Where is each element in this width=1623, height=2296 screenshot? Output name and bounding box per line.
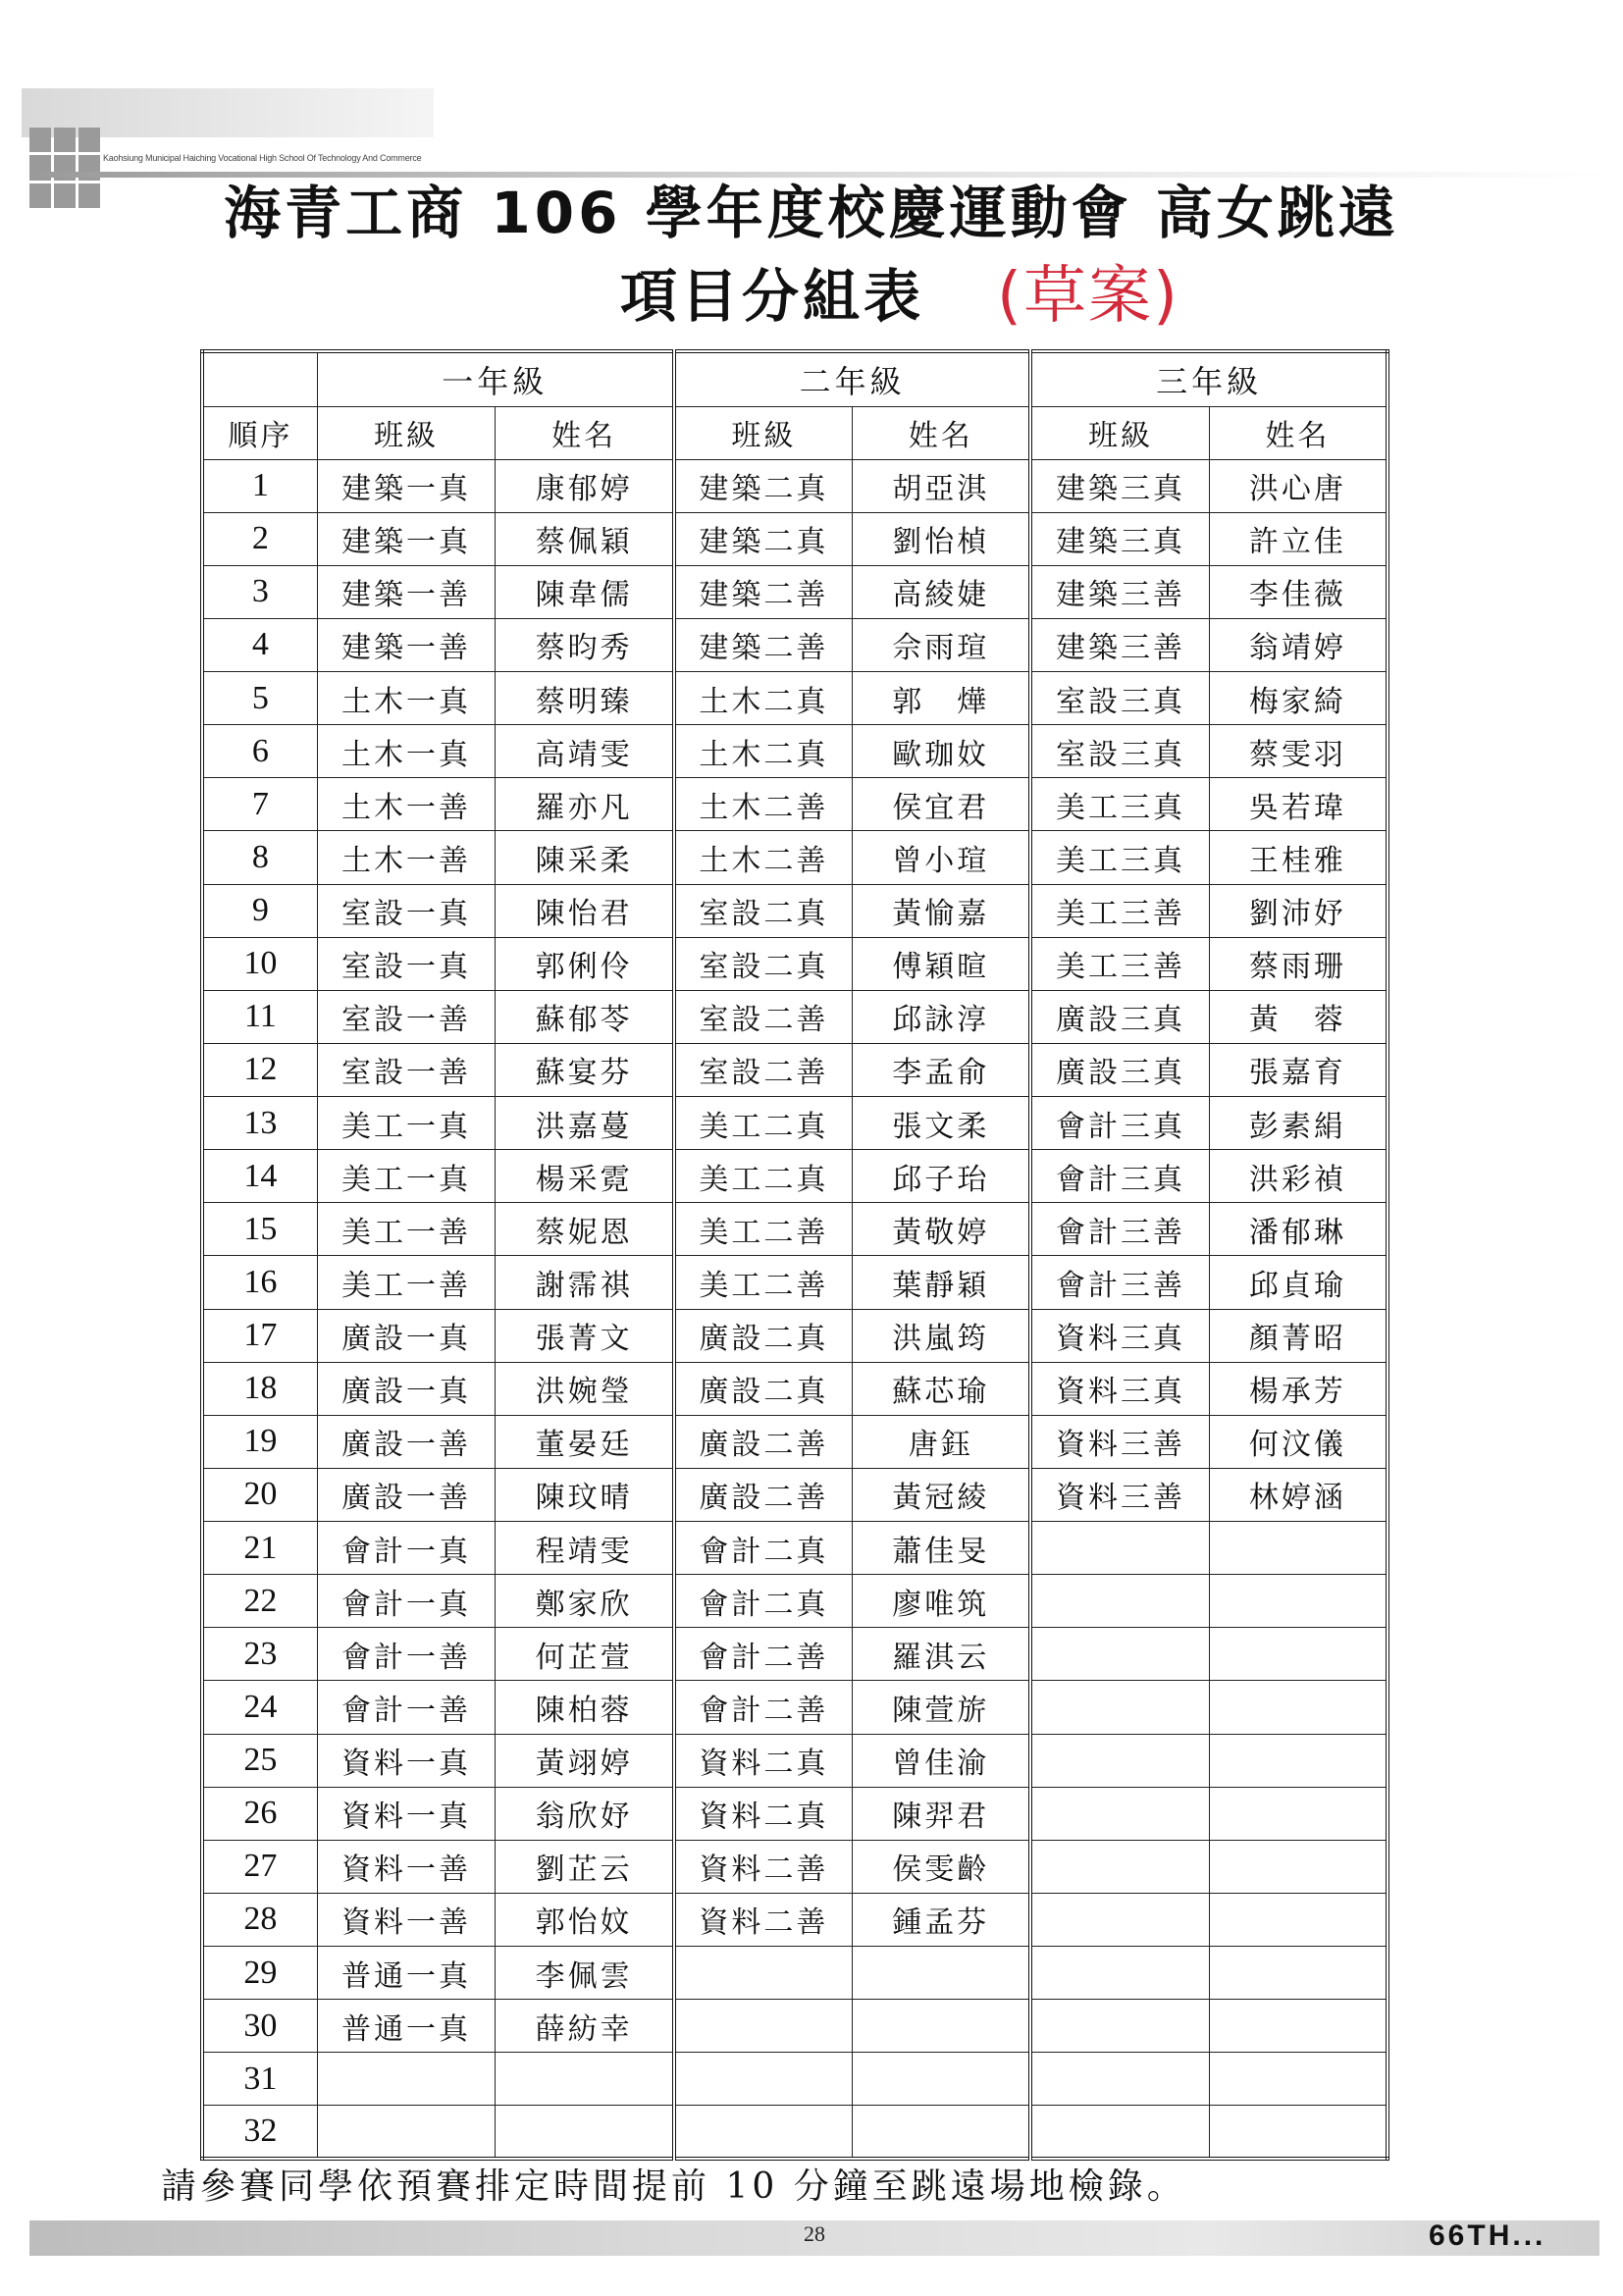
grade-2-name-cell: 蕭佳旻 [853,1522,1031,1575]
table-row [202,1575,1387,1628]
grade-3-name-cell [1209,2053,1387,2106]
grade-1-name-cell: 高靖雯 [496,725,674,778]
grade-3-class-header: 班級 [1030,406,1209,459]
order-cell: 20 [202,1468,317,1521]
grade-3-class-cell [1030,2000,1209,2053]
table-row [202,1097,1387,1150]
grade-1-class-cell: 美工一善 [317,1256,496,1309]
grade-2-name-cell: 羅淇云 [853,1628,1031,1681]
grade-3-name-cell [1209,1787,1387,1840]
grade-3-name-cell: 何汶儀 [1209,1415,1387,1468]
grade-2-name-cell: 李孟俞 [853,1043,1031,1096]
grade-2-name-cell [853,2106,1031,2159]
table-row [202,1043,1387,1096]
grade-3-name-cell [1209,1681,1387,1734]
grade-2-name-cell: 張文柔 [853,1097,1031,1150]
order-cell: 27 [202,1840,317,1893]
grade-2-class-cell: 建築二善 [674,618,853,671]
grade-3-name-cell: 林婷涵 [1209,1468,1387,1521]
grade-2-class-cell: 土木二善 [674,778,853,831]
grade-3-name-header: 姓名 [1209,406,1387,459]
table-row [202,1362,1387,1415]
grade-3-name-cell: 黃 蓉 [1209,990,1387,1043]
grade-2-name-cell: 唐鈺 [853,1415,1031,1468]
grade-1-class-cell: 室設一真 [317,937,496,990]
draft-stamp: (草案) [997,260,1179,333]
document-title: 海青工商 106 學年度校慶運動會 高女跳遠 [224,180,1399,246]
grade-2-name-header: 姓名 [853,406,1031,459]
grade-3-header: 三年級 [1030,351,1387,406]
grade-2-class-cell: 室設二善 [674,1043,853,1096]
grade-1-name-cell: 蔡妮恩 [496,1203,674,1256]
footer-instruction: 請參賽同學依預賽排定時間提前 10 分鐘至跳遠場地檢錄。 [161,2166,1186,2207]
grade-1-class-cell: 普通一真 [317,2000,496,2053]
grade-3-class-cell: 資料三真 [1030,1362,1209,1415]
order-cell: 12 [202,1043,317,1096]
grade-2-class-cell [674,2053,853,2106]
order-cell: 13 [202,1097,317,1150]
anniversary-logo: 66TH... [1429,2219,1546,2252]
table-row [202,2053,1387,2106]
grade-3-name-cell: 顏菁昭 [1209,1309,1387,1362]
grade-3-name-cell: 蔡雨珊 [1209,937,1387,990]
grade-3-name-cell: 李佳薇 [1209,565,1387,618]
table-row [202,937,1387,990]
grade-3-name-cell: 張嘉育 [1209,1043,1387,1096]
grade-1-name-cell: 蘇郁苓 [496,990,674,1043]
grade-1-name-cell: 郭俐伶 [496,937,674,990]
grade-1-class-cell: 土木一真 [317,725,496,778]
grade-3-name-cell: 梅家綺 [1209,672,1387,725]
order-cell: 16 [202,1256,317,1309]
grade-3-name-cell: 邱貞瑜 [1209,1256,1387,1309]
table-row [202,1256,1387,1309]
order-cell: 18 [202,1362,317,1415]
school-english-name: Kaohsiung Municipal Haiching Vocational High School Of Technology And Commerce [103,153,422,163]
order-cell: 1 [202,459,317,512]
order-cell: 2 [202,512,317,565]
grade-1-class-cell: 會計一真 [317,1522,496,1575]
order-cell: 15 [202,1203,317,1256]
grade-3-name-cell: 許立佳 [1209,512,1387,565]
grade-1-class-cell [317,2106,496,2159]
grade-3-name-cell [1209,1628,1387,1681]
table-row [202,1734,1387,1787]
grade-3-class-cell: 廣設三真 [1030,1043,1209,1096]
order-cell: 6 [202,725,317,778]
grade-1-class-cell: 美工一善 [317,1203,496,1256]
order-cell: 31 [202,2053,317,2106]
table-row [202,990,1387,1043]
grade-3-class-cell [1030,1628,1209,1681]
grade-2-class-cell: 建築二真 [674,459,853,512]
grade-1-class-header: 班級 [317,406,496,459]
grade-2-class-cell: 資料二善 [674,1893,853,1946]
grade-2-name-cell: 黃敬婷 [853,1203,1031,1256]
grade-3-name-cell: 潘郁琳 [1209,1203,1387,1256]
grade-1-name-cell: 蔡昀秀 [496,618,674,671]
grade-1-class-cell: 土木一真 [317,672,496,725]
order-cell: 14 [202,1150,317,1203]
grade-1-class-cell: 美工一真 [317,1097,496,1150]
grade-3-name-cell [1209,1947,1387,2000]
grade-3-class-cell: 室設三真 [1030,725,1209,778]
grade-2-name-cell: 黃冠綾 [853,1468,1031,1521]
grade-1-name-cell: 黃翊婷 [496,1734,674,1787]
grade-3-class-cell: 資料三善 [1030,1415,1209,1468]
table-row [202,1840,1387,1893]
grade-2-class-cell: 會計二真 [674,1575,853,1628]
grade-2-name-cell [853,2000,1031,2053]
grade-2-class-cell: 會計二善 [674,1628,853,1681]
grade-1-class-cell: 室設一善 [317,990,496,1043]
grade-3-name-cell: 王桂雅 [1209,831,1387,884]
order-cell: 10 [202,937,317,990]
grade-3-name-cell [1209,2106,1387,2159]
grade-1-class-cell [317,2053,496,2106]
grade-2-class-cell [674,1947,853,2000]
grade-3-class-cell [1030,1947,1209,2000]
grade-header-row [202,351,1387,406]
grade-3-class-cell: 資料三善 [1030,1468,1209,1521]
order-cell: 21 [202,1522,317,1575]
grade-3-class-cell: 資料三真 [1030,1309,1209,1362]
grade-3-name-cell: 楊承芳 [1209,1362,1387,1415]
order-cell: 29 [202,1947,317,2000]
table-row [202,459,1387,512]
grade-3-class-cell: 建築三真 [1030,512,1209,565]
grade-3-name-cell [1209,1575,1387,1628]
grouping-table [200,349,1389,2161]
grade-2-class-cell: 土木二真 [674,672,853,725]
grade-3-class-cell [1030,1575,1209,1628]
grade-3-name-cell: 劉沛妤 [1209,884,1387,937]
order-cell: 3 [202,565,317,618]
grade-1-name-cell: 鄭家欣 [496,1575,674,1628]
grade-1-class-cell: 美工一真 [317,1150,496,1203]
grade-1-class-cell: 廣設一善 [317,1415,496,1468]
school-header-banner [0,39,461,186]
grade-3-class-cell: 美工三善 [1030,884,1209,937]
grade-2-class-cell: 廣設二真 [674,1362,853,1415]
grade-2-class-cell: 美工二真 [674,1097,853,1150]
grade-3-name-cell [1209,1734,1387,1787]
grade-3-class-cell [1030,2053,1209,2106]
table-row [202,1468,1387,1521]
grade-2-class-cell: 室設二真 [674,884,853,937]
grade-2-class-cell: 會計二善 [674,1681,853,1734]
order-cell: 22 [202,1575,317,1628]
roster-body [202,459,1387,2159]
grade-2-class-cell: 土木二善 [674,831,853,884]
grade-2-name-cell [853,1947,1031,2000]
grade-2-class-cell: 建築二真 [674,512,853,565]
grade-1-name-cell: 劉芷云 [496,1840,674,1893]
order-cell: 24 [202,1681,317,1734]
grade-1-class-cell: 建築一真 [317,459,496,512]
grade-1-name-cell: 董晏廷 [496,1415,674,1468]
grade-1-name-cell: 翁欣妤 [496,1787,674,1840]
grade-1-class-cell: 土木一善 [317,831,496,884]
page-number: 28 [804,2221,825,2246]
grade-1-name-cell: 李佩雲 [496,1947,674,2000]
table-row [202,672,1387,725]
order-column-header: 順序 [202,406,317,459]
grade-2-name-cell: 蘇芯瑜 [853,1362,1031,1415]
grade-1-name-cell: 陳柏蓉 [496,1681,674,1734]
grade-3-class-cell: 美工三真 [1030,831,1209,884]
grade-1-name-cell: 郭怡妏 [496,1893,674,1946]
grade-2-name-cell: 郭 燁 [853,672,1031,725]
grade-2-class-cell: 資料二真 [674,1787,853,1840]
grade-1-class-cell: 建築一善 [317,565,496,618]
grade-1-name-cell: 蘇宴芬 [496,1043,674,1096]
grade-2-class-cell: 廣設二善 [674,1468,853,1521]
grade-1-name-cell: 洪婉瑩 [496,1362,674,1415]
table-row [202,1309,1387,1362]
order-cell: 32 [202,2106,317,2159]
grade-2-name-cell: 劉怡楨 [853,512,1031,565]
grade-1-class-cell: 會計一善 [317,1628,496,1681]
grade-2-class-header: 班級 [674,406,853,459]
grade-2-class-cell: 室設二善 [674,990,853,1043]
grade-2-class-cell: 室設二真 [674,937,853,990]
grade-1-class-cell: 會計一真 [317,1575,496,1628]
grade-1-name-cell: 薛紡幸 [496,2000,674,2053]
grade-2-class-cell: 美工二真 [674,1150,853,1203]
grade-3-name-cell: 洪心唐 [1209,459,1387,512]
grade-3-class-cell [1030,1681,1209,1734]
grade-1-header: 一年級 [317,351,674,406]
grade-1-class-cell: 土木一善 [317,778,496,831]
grade-3-class-cell [1030,1734,1209,1787]
grade-2-name-cell: 陳萱旂 [853,1681,1031,1734]
grade-1-name-cell: 張菁文 [496,1309,674,1362]
grade-2-name-cell: 邱子珆 [853,1150,1031,1203]
grade-3-class-cell: 美工三真 [1030,778,1209,831]
grade-1-class-cell: 普通一真 [317,1947,496,2000]
grade-2-name-cell: 洪嵐筠 [853,1309,1031,1362]
table-row [202,1787,1387,1840]
grade-3-name-cell: 翁靖婷 [1209,618,1387,671]
grade-2-class-cell: 廣設二真 [674,1309,853,1362]
grade-1-name-cell: 何芷萱 [496,1628,674,1681]
grade-3-name-cell: 蔡雯羽 [1209,725,1387,778]
table-row [202,1893,1387,1946]
order-cell: 9 [202,884,317,937]
table-row [202,2106,1387,2159]
grade-2-name-cell: 邱詠淳 [853,990,1031,1043]
table-row [202,1628,1387,1681]
table-row [202,884,1387,937]
grade-3-class-cell: 會計三真 [1030,1097,1209,1150]
grade-1-name-cell: 蔡明臻 [496,672,674,725]
table-row [202,618,1387,671]
grade-3-class-cell [1030,1840,1209,1893]
grade-1-name-cell: 蔡佩穎 [496,512,674,565]
grade-2-name-cell: 高綾婕 [853,565,1031,618]
grade-3-class-cell [1030,1787,1209,1840]
grade-3-name-cell: 吳若瑋 [1209,778,1387,831]
grade-2-name-cell: 傅穎暄 [853,937,1031,990]
grade-1-name-header: 姓名 [496,406,674,459]
grade-1-name-cell: 洪嘉蔓 [496,1097,674,1150]
grade-2-name-cell: 鍾孟芬 [853,1893,1031,1946]
grade-2-name-cell: 侯宜君 [853,778,1031,831]
grade-1-name-cell: 陳采柔 [496,831,674,884]
order-cell: 17 [202,1309,317,1362]
grade-1-name-cell: 楊采霓 [496,1150,674,1203]
grade-2-name-cell: 曾佳渝 [853,1734,1031,1787]
grade-1-name-cell: 康郁婷 [496,459,674,512]
grade-2-class-cell: 會計二真 [674,1522,853,1575]
table-row [202,565,1387,618]
order-cell: 4 [202,618,317,671]
order-cell: 5 [202,672,317,725]
grade-1-class-cell: 會計一善 [317,1681,496,1734]
table-row [202,1681,1387,1734]
order-cell: 26 [202,1787,317,1840]
grade-2-name-cell: 廖唯筑 [853,1575,1031,1628]
grade-3-class-cell: 會計三善 [1030,1203,1209,1256]
grade-2-class-cell [674,2106,853,2159]
grade-3-class-cell [1030,1522,1209,1575]
grade-3-class-cell: 廣設三真 [1030,990,1209,1043]
table-row [202,2000,1387,2053]
grade-3-name-cell [1209,1522,1387,1575]
order-cell: 7 [202,778,317,831]
grade-2-class-cell: 美工二善 [674,1256,853,1309]
order-cell: 23 [202,1628,317,1681]
grade-3-class-cell [1030,1893,1209,1946]
grade-3-class-cell: 室設三真 [1030,672,1209,725]
grade-2-class-cell: 資料二真 [674,1734,853,1787]
grade-1-class-cell: 廣設一善 [317,1468,496,1521]
grade-3-class-cell: 美工三善 [1030,937,1209,990]
table-row [202,831,1387,884]
grade-3-class-cell: 會計三真 [1030,1150,1209,1203]
grade-1-name-cell [496,2053,674,2106]
grade-2-class-cell: 建築二善 [674,565,853,618]
grade-1-class-cell: 資料一真 [317,1734,496,1787]
grade-2-class-cell: 美工二善 [674,1203,853,1256]
grade-3-name-cell [1209,1840,1387,1893]
grade-1-class-cell: 資料一善 [317,1893,496,1946]
grade-3-name-cell: 彭素絹 [1209,1097,1387,1150]
grade-1-class-cell: 室設一善 [317,1043,496,1096]
order-cell: 19 [202,1415,317,1468]
grade-2-class-cell: 廣設二善 [674,1415,853,1468]
table-row [202,1522,1387,1575]
grade-1-name-cell: 羅亦凡 [496,778,674,831]
grade-1-name-cell: 陳韋儒 [496,565,674,618]
order-cell: 11 [202,990,317,1043]
grade-2-name-cell: 葉靜穎 [853,1256,1031,1309]
grade-2-class-cell: 土木二真 [674,725,853,778]
grade-1-class-cell: 廣設一真 [317,1362,496,1415]
grade-1-name-cell: 陳玟晴 [496,1468,674,1521]
grade-1-class-cell: 建築一真 [317,512,496,565]
grade-1-class-cell: 廣設一真 [317,1309,496,1362]
grade-1-class-cell: 資料一善 [317,1840,496,1893]
grade-3-name-cell: 洪彩禎 [1209,1150,1387,1203]
grade-2-class-cell: 資料二善 [674,1840,853,1893]
grade-1-name-cell: 謝霈祺 [496,1256,674,1309]
grade-2-header: 二年級 [674,351,1031,406]
grade-2-name-cell: 胡亞淇 [853,459,1031,512]
order-cell: 28 [202,1893,317,1946]
grade-2-name-cell: 侯雯齡 [853,1840,1031,1893]
grade-3-class-cell: 建築三真 [1030,459,1209,512]
table-row [202,1150,1387,1203]
grade-2-name-cell: 曾小瑄 [853,831,1031,884]
column-header-row [202,406,1387,459]
grade-3-name-cell [1209,1893,1387,1946]
grade-2-name-cell: 黃愉嘉 [853,884,1031,937]
order-cell: 8 [202,831,317,884]
grade-1-name-cell [496,2106,674,2159]
table-row [202,512,1387,565]
order-cell: 25 [202,1734,317,1787]
grade-3-class-cell: 建築三善 [1030,618,1209,671]
table-row [202,1415,1387,1468]
grade-2-name-cell: 陳羿君 [853,1787,1031,1840]
order-cell: 30 [202,2000,317,2053]
grade-1-class-cell: 建築一善 [317,618,496,671]
grade-2-class-cell [674,2000,853,2053]
grade-3-name-cell [1209,2000,1387,2053]
table-row [202,725,1387,778]
table-row [202,1203,1387,1256]
blank-corner-cell [202,351,317,406]
table-row [202,1947,1387,2000]
grade-3-class-cell: 會計三善 [1030,1256,1209,1309]
grade-1-class-cell: 資料一真 [317,1787,496,1840]
grade-2-name-cell: 歐珈妏 [853,725,1031,778]
grade-2-name-cell: 佘雨瑄 [853,618,1031,671]
grade-3-class-cell [1030,2106,1209,2159]
grade-2-name-cell [853,2053,1031,2106]
document-subtitle: 項目分組表 [619,263,924,330]
grade-1-name-cell: 程靖雯 [496,1522,674,1575]
grade-3-class-cell: 建築三善 [1030,565,1209,618]
grade-1-class-cell: 室設一真 [317,884,496,937]
grade-1-name-cell: 陳怡君 [496,884,674,937]
table-row [202,778,1387,831]
